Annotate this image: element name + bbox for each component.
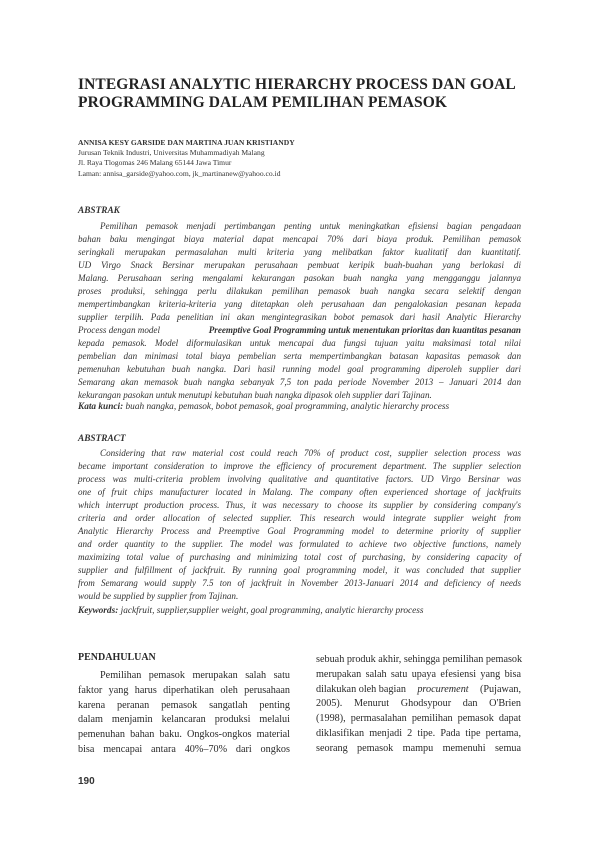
abstrak-line: kepada pemasok. Model diformulasikan untuk mencapai dua fungsi tujuan yaitu maksimasi total nilai bbox=[78, 338, 521, 348]
body-line: pemenuhan bahan baku. Ongkos-ongkos material bbox=[78, 729, 290, 741]
abstract-line: from Semarang would supply 7.5 ton of jackfruit in November 2013-Januari 2014 and deficiency of needs bbox=[78, 578, 521, 588]
abstrak-line: mempertimbangkan kriteria-kriteria yang ditetapkan oleh perusahaan dan pengalokasian pesanan kepada bbox=[78, 299, 521, 309]
kata-kunci bbox=[78, 402, 521, 412]
kata-kunci-values: buah nangka, pemasok, bobot pemasok, goal programming, analytic hierarchy process bbox=[125, 402, 450, 412]
body-line: bisa mencapai antara 40%–70% dari ongkos bbox=[78, 743, 290, 755]
abstrak-line: UD Virgo Snack Bersinar merupakan perusahaan pembuat keripik buah-buahan yang berlokasi di bbox=[78, 260, 521, 270]
intro-right-column bbox=[316, 653, 521, 757]
abstrak-line: bahan baku mengingat biaya material dapat mencapai 70% dari biaya produk. Pemilihan pemasok bbox=[78, 234, 521, 244]
body-text: (Pujawan, bbox=[479, 683, 521, 695]
body-line bbox=[316, 683, 521, 698]
keywords-label: Keywords: bbox=[78, 606, 119, 616]
abstrak-section bbox=[78, 206, 521, 402]
abstrak-line: Pemilihan pemasok menjadi pertimbangan penting untuk meningkatkan efisiensi bagian pengadaan bbox=[100, 221, 521, 231]
abstract-line: criteria and order allocation of selected supplier. This research would integrate supplier weight from bbox=[78, 513, 521, 523]
abstract-line: supplier and fulfillment of jackfruit. By running goal programming model, it was concluded that supplier bbox=[78, 565, 521, 575]
abstrak-line: pembelian dan minimasi total biaya pembelian serta mempertimbangkan batasan kapasitas pemasok dan bbox=[78, 351, 521, 361]
abstract-line: which interrupt production process. Thus, it was necessary to choose its supplier by considering company's bbox=[78, 500, 521, 510]
abstrak-line: kekurangan pasokan untuk menutupi kebutuhan buah nangka dipasok oleh supplier dari Tajinan. bbox=[78, 390, 432, 400]
body-line: faktor yang harus diperhatikan oleh perusahaan bbox=[78, 684, 290, 696]
section-heading: PENDAHULUAN bbox=[78, 652, 156, 663]
abstract-line: one of fruit chips manufacturer located in Malang. The company often experienced shortage of jackfruits bbox=[78, 487, 521, 497]
body-line: diklasifikan menjadi 2 tipe. Pada tipe pertama, bbox=[316, 727, 521, 739]
body-text: dilakukan oleh bagian bbox=[316, 683, 406, 695]
body-line: sebuah produk akhir, sehingga pemilihan pemasok bbox=[316, 654, 523, 665]
abstrak-heading: ABSTRAK bbox=[78, 206, 120, 216]
abstract-line: Considering that raw material cost could reach 70% of product cost, supplier selection process was bbox=[100, 448, 521, 458]
abstract-line: and order quantity to the supplier. The model was formulated to achieve two objective functions, namely bbox=[78, 539, 521, 549]
title-line: INTEGRASI ANALYTIC HIERARCHY PROCESS DAN GOAL bbox=[78, 76, 516, 93]
author-block bbox=[78, 138, 295, 179]
paper-title bbox=[78, 76, 528, 112]
abstrak-emphasis: Preemptive Goal Programming untuk menentukan prioritas dan kuantitas pesanan bbox=[208, 325, 521, 335]
body-line: Pemilihan pemasok merupakan salah satu bbox=[100, 670, 290, 681]
body-line: (1998), permasalahan pemilihan pemasok dapat bbox=[316, 713, 521, 725]
abstrak-line: proses produksi, sehingga perlu dilakukan pemilihan pemasok buah nangka secara selektif dengan bbox=[78, 286, 521, 296]
abstrak-line: Semarang akan memasok buah nangka sebanyak 7,5 ton pada periode November 2013 – Januari 2014 dan bbox=[78, 377, 521, 387]
body-line: 2005). Menurut Ghodsypour dan O'Brien bbox=[316, 698, 521, 710]
abstract-line: maximizing total value of purchasing and minimizing total cost of purchasing, by considering capacity of bbox=[78, 552, 521, 562]
abstrak-line: pemenuhan kebutuhan buah nangka. Dari hasil running model goal programming diperoleh supplier dari bbox=[78, 364, 521, 374]
author-names: ANNISA KESY GARSIDE DAN MARTINA JUAN KRISTIANDY bbox=[78, 138, 295, 147]
abstrak-line-text: Process dengan model bbox=[78, 325, 160, 335]
body-line: seorang pemasok mampu memenuhi semua bbox=[316, 742, 521, 754]
author-email: Laman: annisa_garside@yahoo.com, jk_martinanew@yahoo.co.id bbox=[78, 168, 281, 178]
author-address: Jl. Raya Tlogomas 246 Malang 65144 Jawa Timur bbox=[78, 158, 232, 168]
body-italic: procurement bbox=[417, 683, 469, 695]
abstract-line: process was multi-criteria problem involving qualitative and quantitative factors. UD Virgo Bersinar was bbox=[78, 474, 521, 484]
body-line: merupakan salah satu upaya efesiensi yang bisa bbox=[316, 668, 521, 680]
body-line: dalam menjamin kelancaran produksi melalui bbox=[78, 714, 290, 726]
page-number: 190 bbox=[78, 776, 95, 787]
kata-kunci-label: Kata kunci: bbox=[78, 402, 124, 412]
abstract-line: became important consideration to improve the efficiency of procurement department. The supplier selection bbox=[78, 461, 521, 471]
body-line: karena peranan pemasok sangatlah penting bbox=[78, 699, 290, 711]
title-line: PROGRAMMING DALAM PEMILIHAN PEMASOK bbox=[78, 94, 448, 111]
keywords-values: jackfruit, supplier,supplier weight, goal programming, analytic hierarchy process bbox=[120, 606, 424, 616]
keywords bbox=[78, 606, 521, 616]
intro-left-column bbox=[78, 652, 290, 758]
abstrak-line: supplier terpilih. Pada penelitian ini akan mengintegrasikan bobot pemasok dari hasil Analytic Hierarchy bbox=[78, 312, 521, 322]
abstract-line: Analytic Hierarchy Process and Preemptive Goal Programming model to determine priority of supplier bbox=[78, 526, 521, 536]
abstract-line: would be supplied by supplier from Tajinan. bbox=[78, 591, 239, 601]
abstrak-line: seringkali merupakan permasalahan multi kriteria yang melibatkan faktor kualitatif dan kuantitatif. bbox=[78, 247, 521, 257]
abstract-section bbox=[78, 434, 521, 603]
abstrak-line bbox=[78, 324, 521, 337]
abstract-heading: ABSTRACT bbox=[78, 434, 126, 444]
abstrak-line: Malang. Perusahaan sering mengalami kekurangan pasokan buah nangka yang mengganggu jalannya bbox=[78, 273, 521, 283]
author-affiliation: Jurusan Teknik Industri, Universitas Muhammadiyah Malang bbox=[78, 148, 265, 158]
